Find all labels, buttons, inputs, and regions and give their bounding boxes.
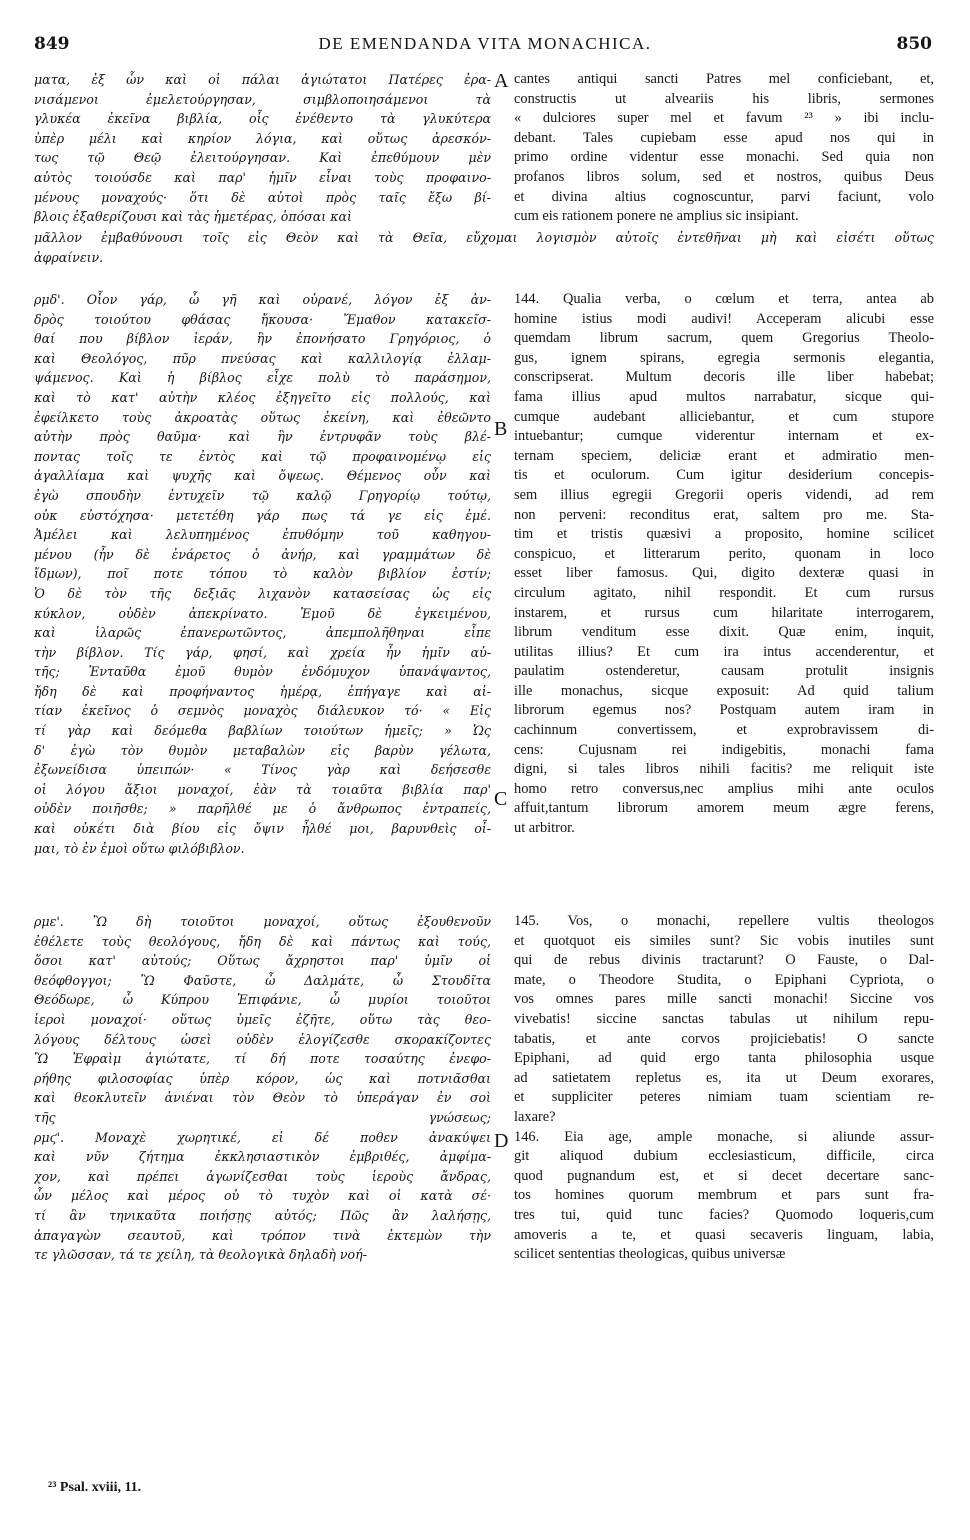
text-line: ἀπαγαγὼν σεαυτοῦ, καὶ τρόπον τινὰ ἐκτεμὼν τὴν — [34, 1227, 491, 1243]
margin-letter-c: C — [494, 788, 508, 810]
text-line: ἱεροὶ μοναχοί· οὕτως ὑμεῖς ἐζῆτε, οὕτω τὰς θεο- — [34, 1011, 491, 1027]
text-line: καὶ τὸ κατ' αὐτὴν κλέος ἐξηγεῖτο εἰς πολλούς, καὶ — [34, 389, 491, 405]
text-line: qui de rebus divinis tractarunt? O Fauste, o Dal- — [514, 952, 934, 969]
text-line: tos homines quorum membrum et pars sunt fra- — [514, 1187, 934, 1204]
text-line: καὶ νῦν ζήτημα ἐκκλησιαστικὸν ἐμβριθές, ἀμφίμα- — [34, 1149, 491, 1165]
text-line: τε γλῶσσαν, τά τε χείλη, τὰ θεολογικὰ δηλαδὴ νοή- — [34, 1247, 367, 1263]
text-line: cum eis rationem ponere ne amplius sic insipiant. — [514, 208, 799, 225]
text-line: librum venditum esse dixit. Quæ enim, inquit, — [514, 624, 934, 641]
text-line: gus, ignem spirans, egregia sermonis elegantia, — [514, 349, 934, 366]
text-line: Epiphani, ad quid ergo tanta philosophia usque — [514, 1050, 934, 1067]
text-line: μένους μοναχούς· ὅτι δὲ αὐτοὶ πρὸς ταῖς ἔξω βί- — [34, 189, 491, 205]
text-line: et quotquot eis similes sunt? Sic vobis inutiles sunt — [514, 932, 934, 949]
text-line: « dulciores super mel et favum ²³ » ibi inclu- — [514, 110, 934, 127]
text-line: cumque audebant alliciebantur, et cum stupore — [514, 408, 934, 425]
text-line: et suppliciter peteres nimiam tuam scientiam re- — [514, 1089, 934, 1106]
text-line: λόγους δέλτους ὡσεὶ οὐδὲν ἐλογίζεσθε σκορακίζοντες — [34, 1031, 491, 1047]
text-line: ρήθης φιλοσοφίας ὑπὲρ κόρον, ὡς καὶ ποτνιᾶσθαι — [34, 1070, 491, 1086]
latin-main-column — [514, 290, 934, 839]
text-line: quemdam librum sacrum, quem Gregorius Theolo- — [514, 330, 934, 347]
text-line: affuit,tantum librorum amorem meum ægre ferens, — [514, 800, 934, 817]
text-line: οἱ λόγου ἄξιοι μοναχοί, ἐὰν τὰ τοιαῦτα βιβλία παρ' — [34, 781, 491, 797]
latin-lower-column — [514, 912, 934, 1265]
text-line: ποντας τοῖς τε ἐντὸς καὶ τῷ προφαινομένῳ εἰς — [34, 448, 491, 464]
greek-wide-lines — [34, 228, 934, 267]
text-line: θεόφθογγοι; Ὢ Φαῦστε, ὦ Δαλμάτε, ὦ Στουδῖτα — [34, 972, 491, 988]
text-line: μαι, τὸ ἐν ἐμοὶ οὕτω φιλόβιβλον. — [34, 840, 245, 856]
text-line: amoveris a te, et quasi secaveris linguam, labia, — [514, 1226, 934, 1243]
text-line: τως τῷ Θεῷ ἐλειτούργησαν. Καὶ ἐπεθύμουν μὲν — [34, 150, 491, 166]
text-line: tis et oculorum. Cum igitur desiderium concepis- — [514, 467, 934, 484]
text-line: ἀγαλλίαμα καὶ ψυχῆς καὶ ὄψεως. Θέμενος οὖν καὶ — [34, 468, 491, 484]
text-line: ὑπὲρ μέλι καὶ κηρίον λόγια, καὶ οὕτως ἀρεσκόν- — [34, 130, 491, 146]
text-line: 144. Qualia verba, o cœlum et terra, antea ab — [514, 291, 934, 307]
text-line: mate, o Theodore Studita, o Epiphani Cypriota, o — [514, 971, 934, 988]
text-line: τὴν βίβλον. Τίς γάρ, φησί, καὶ χρεία ἦν ἡμῖν αὐ- — [34, 644, 491, 660]
margin-letter-d: D — [494, 1130, 509, 1152]
text-line: οὐκ εὐστόχησα· μετετέθη γάρ πως τά γε εἰς ἐμέ. — [34, 507, 491, 523]
text-line: 146. Eia age, ample monache, si aliunde assur- — [514, 1128, 934, 1145]
text-line: ille monachus, sicque exposuit: Ad quid talium — [514, 682, 934, 699]
text-line: profanos libros solum, sed et nostros, quibus Deus — [514, 168, 934, 185]
latin-top-column — [514, 70, 934, 227]
text-line: ἴδμων), ποῖ ποτε τόπου τὸ καλὸν βιβλίον ἐστίν; — [34, 566, 491, 582]
text-line: αὐτὸς τοιούσδε καὶ παρ' ἡμῖν εἶναι τοὺς προφαινο- — [34, 169, 491, 185]
text-line: conscripserat. Multum decoris ille liber habebat; — [514, 369, 934, 386]
text-line: θαί που βίβλον ἱεράν, ἣν ἐπονήσατο Γρηγόριος, ὁ — [34, 331, 491, 347]
text-line: ρμδ'. Οἷον γάρ, ὦ γῆ καὶ οὐρανέ, λόγον ἐξ ἀν- — [34, 292, 491, 307]
text-line: τίαν ἐκεῖνος ὁ σεμνὸς μοναχὸς διάλευκον τό· « Εἰς — [34, 703, 491, 719]
right-page-number: 850 — [896, 34, 932, 54]
text-line: Ὁ δὲ τὸν τῆς δεξιᾶς λιχανὸν κατασείσας ὡς εἰς — [34, 585, 491, 601]
text-line: primo ordine videntur esse monachi. Sed quia non — [514, 149, 934, 166]
text-line: scilicet sententias theologicas, quibus universæ — [514, 1246, 786, 1263]
text-line: ὧν μέλος καὶ μέρος οὐ τὸ τυχὸν καὶ οἱ κατὰ σέ· — [34, 1188, 491, 1204]
text-line: νισάμενοι ἐμελετούργησαν, σιμβλοποιησάμενοι τὰ — [34, 91, 491, 107]
text-line: tabatis, et ante corvos projiciebatis! O sancte — [514, 1030, 934, 1047]
text-line: Θεόδωρε, ὦ Κύπρου Ἐπιφάνιε, ὦ μυρίοι τοιοῦτοι — [34, 992, 491, 1008]
text-line: conspicuo, et litterarum perito, quonam in loco — [514, 545, 934, 562]
text-line: vos omnes pares mille sancti monachi! Siccine vos — [514, 991, 934, 1008]
greek-top-column — [34, 70, 491, 227]
text-line: βλοις ἐξαθερίζουσι καὶ τὰς ἡμετέρας, ὁπόσαι καὶ — [34, 209, 352, 225]
text-line: paulatim ostenderetur, causam protulit insignis — [514, 663, 934, 680]
text-line: τῆς γνώσεως; — [34, 1109, 491, 1125]
text-line: intuebantur; cumque viderentur internam et ex- — [514, 428, 934, 445]
text-line: τῆς; Ἐνταῦθα ἐμοῦ θυμὸν ἐνδόμυχον ὑπανάψαντος, — [34, 664, 491, 680]
text-line: δρὸς τοιούτου φθάσας ἤκουσα· Ἔμαθον κατακεῖσ- — [34, 311, 491, 327]
text-line: ἐξωνείδισα ὑπειπών· « Τίνος γὰρ καὶ δεήσεσθε — [34, 762, 491, 778]
text-line: ἐφείλκετο τοὺς ἀκροατὰς οὕτως ἐκείνη, καὶ ἐθεῶντο — [34, 409, 491, 425]
text-line: τί γὰρ καὶ δεόμεθα βαβλίων τοιούτων ἡμεῖς; » Ὡς — [34, 723, 491, 739]
text-line: digni, si tales libros nihili facitis? me reliquit iste — [514, 761, 934, 778]
text-line: δ' ἐγὼ τὸν θυμὸν μεταβαλὼν εἰς βαρὺν γέλωτα, — [34, 742, 491, 758]
text-line: esset liber famosus. Qui, digito dexteræ quasi in — [514, 565, 934, 582]
text-line: debant. Tales cupiebam esse apud nos qui in — [514, 129, 934, 146]
text-line: χον, καὶ πρέπει ἀγωνίζεσθαι τοὺς ἱεροὺς ἄνδρας, — [34, 1168, 491, 1184]
greek-lower-column — [34, 912, 491, 1265]
text-line: constructis ut alveariis his libris, sermones — [514, 90, 934, 107]
text-line: cens: Cujusnam rei indigebitis, monachi fama — [514, 741, 934, 758]
text-line: git aliquod dubium ecclesiasticum, difficile, circa — [514, 1148, 934, 1165]
text-line: ματα, ἐξ ὧν καὶ οἱ πάλαι ἁγιώτατοι Πατέρες ἐρα- — [34, 72, 491, 87]
text-line: quod pugnandum est, et si decet decertare sanc- — [514, 1167, 934, 1184]
text-line: ἤδη δὲ καὶ προφήναντος ἡμέρᾳ, ἐπήγαγε καὶ αἰ- — [34, 683, 491, 699]
text-line: Ἀμέλει καὶ λελυπημένος ἐπυθόμην τοῦ καθηγου- — [34, 527, 491, 543]
text-line: καὶ Θεολόγος, πῦρ πνεύσας καὶ καλλιλογίᾳ ἐλλαμ- — [34, 350, 491, 366]
text-line: librorum egemus nos? Postquam autem iram in — [514, 702, 934, 719]
text-line: ternam speciem, deliciæ erant et admiratio men- — [514, 447, 934, 464]
text-line: instarem, et rursus cum hilaritate interrogarem, — [514, 604, 934, 621]
text-line: tim et tristis quæsivi a proposito, homine scilicet — [514, 526, 934, 543]
text-line: cachinnum convertissem, et exprobravissem di- — [514, 722, 934, 739]
footnote: ²³ Psal. xviii, 11. — [48, 1480, 142, 1495]
text-line: ad satietatem repletus es, ita ut Deum exorares, — [514, 1069, 934, 1086]
text-line: laxare? — [514, 1108, 556, 1125]
text-line: καὶ θεοκλυτεῖν ἀνιέναι τὸν Θεὸν τὸ ὑπεράγαν ἐν σοὶ — [34, 1090, 491, 1106]
text-line: circulum agitato, nihil respondit. Et cum rursus — [514, 584, 934, 601]
text-line: homine istius modi audivi! Acceperam alicubi esse — [514, 310, 934, 327]
text-line: τί ἂν τηνικαῦτα ποιήσῃς αὐτός; Πῶς ἂν λαλήσῃς, — [34, 1207, 491, 1223]
text-line: ἀφραίνειν. — [34, 249, 104, 265]
text-line: vivebatis! siccine sanctas tabulas ut nihilum repu- — [514, 1010, 934, 1027]
text-line: utilitas illius? Et cum ira intus accenderentur, et — [514, 643, 934, 660]
text-line: ὅσοι κατ' αὐτούς; Οὕτως ἄχρηστοι παρ' ὑμῖν οἱ — [34, 953, 491, 969]
text-line: γλυκέα ἐκεῖνα βιβλία, οἷς ἐνέθεντο τὰ γλυκύτερα — [34, 111, 491, 127]
text-line: sem illius egregii Gregorii operis videndi, ad rem — [514, 486, 934, 503]
text-line: οὐδὲν ποιῆσθε; » παρῆλθέ με ὁ ἄνθρωπος ἐντραπείς, — [34, 801, 491, 817]
text-line: αὐτὴν πρὸς θαῦμα· καὶ ἣν ἐντρυφᾶν τοὺς βλέ- — [34, 429, 491, 445]
left-page-number: 849 — [34, 34, 70, 54]
text-line: μένου (ἦν δὲ ἐνάρετος ὁ ἀνήρ, καὶ γραμμάτων δὲ — [34, 546, 491, 562]
text-line: et divina altius cognoscuntur, parvi faciunt, volo — [514, 188, 934, 205]
text-line: tres tui, quid tunc facies? Quomodo loqueris,cum — [514, 1206, 934, 1223]
running-header — [0, 34, 970, 58]
text-line: ψάμενος. Καὶ ἡ βίβλος εἶχε πολὺ τὸ παράσημον, — [34, 370, 491, 386]
margin-letter-b: B — [494, 418, 508, 440]
text-line: ἐγὼ σπουδὴν ἐντυχεῖν τῷ καλῷ Γρηγορίῳ τούτῳ, — [34, 487, 491, 503]
text-line: μᾶλλον ἐμβαθύνουσι τοῖς εἰς Θεὸν καὶ τὰ Θεῖα, εὔχομαι λογισμὸν αὐτοῖς ἐντεθῆναι μὴ καὶ εἰσέτι οὕτως — [34, 230, 934, 245]
text-line: homo retro conversus,nec amplius mihi ante oculos — [514, 780, 934, 797]
text-line: ρμϛ'. Μοναχὲ χωρητικέ, εἰ δέ ποθεν ἀνακύψει — [34, 1129, 491, 1145]
text-line: κύκλον, οὐδὲν ἀπεκρίνατο. Ἐμοῦ δὲ ἐγκειμένου, — [34, 605, 491, 621]
margin-letter-a: A — [494, 70, 509, 92]
text-line: cantes antiqui sancti Patres mel conficiebant, et, — [514, 71, 934, 87]
text-line: ἐθέλετε τοὺς θεολόγους, ἤδη δὲ καὶ πάντως καὶ τούς, — [34, 933, 491, 949]
greek-main-column — [34, 290, 491, 858]
text-line: 145. Vos, o monachi, repellere vultis theologos — [514, 913, 934, 929]
text-line: καὶ οὐκέτι διὰ βίου εἰς ὄψιν ἦλθέ μοι, βαρυνθεὶς οἶ- — [34, 821, 491, 837]
text-line: non perveni: reconditus erat, saltem pro me. Sta- — [514, 506, 934, 523]
text-line: ρμε'. Ὢ δὴ τοιοῦτοι μοναχοί, οὕτως ἐξουθενοῦν — [34, 914, 491, 929]
text-line: fama illius apud multos narrabatur, sicque qui- — [514, 388, 934, 405]
text-line: ut arbitror. — [514, 820, 575, 837]
text-line: καὶ ἱλαρῶς ἐπανερωτῶντος, ἀπεμπολῆθηναι εἶπε — [34, 625, 491, 641]
running-title: DE EMENDANDA VITA MONACHICA. — [318, 34, 652, 53]
text-line: Ὢ Ἐφραὶμ ἁγιώτατε, τί δή ποτε τοσαύτης ἐνεφο- — [34, 1051, 491, 1067]
